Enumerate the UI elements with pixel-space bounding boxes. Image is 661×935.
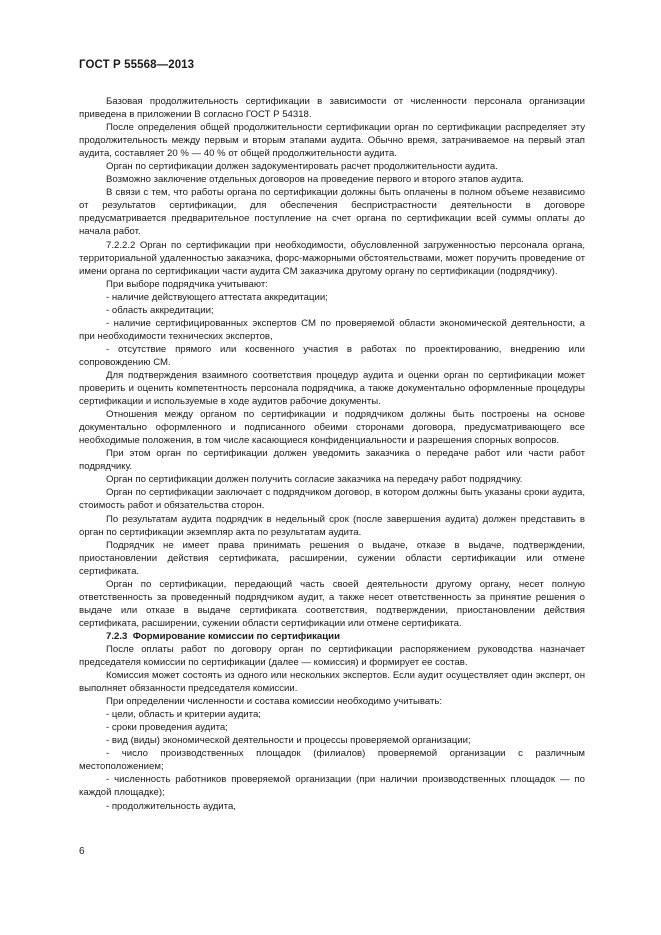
list-item: - число производственных площадок (филиалов) проверяемой организации с различным местоположением; [79, 748, 585, 773]
paragraph: Подрядчик не имеет права принимать решения о выдаче, отказе в выдаче, подтверждении, приостановлении действия сертификата, расширении, сужении области сертификации или отмене сертификата. [79, 539, 585, 577]
list-item: - сроки проведения аудита; [106, 722, 228, 734]
list-item: - численность работников проверяемой организации (при наличии производственных площадок — по каждой площадке); [79, 774, 585, 799]
paragraph: Отношения между органом по сертификации и подрядчиком должны быть построены на основе документально оформленного и подписанного обеими сторонами договора, предусматривающего все необходимые положения, в том числе касающиеся конфиденциальности и разрешения спорных вопросов. [79, 409, 585, 447]
paragraph: При выборе подрядчика учитывают: [106, 278, 268, 290]
paragraph: При этом орган по сертификации должен уведомить заказчика о передаче работ или части работ подрядчику. [79, 448, 585, 473]
paragraph: Орган по сертификации, передающий часть своей деятельности другому органу, несет полную ответственность за проведенный подрядчиком аудит, а также несет ответственность за принятие решения о выдаче или отказе в выдаче сертификата соответствия, подтверждении, приостановлении действия сертификата, расширении, сужении области сертификации или отмене сертификата. [79, 578, 585, 629]
paragraph: Комиссия может состоять из одного или нескольких экспертов. Если аудит осуществляет один эксперт, он выполняет обязанности председателя комиссии. [79, 670, 585, 695]
paragraph: Возможно заключение отдельных договоров на проведение первого и второго этапов аудита. [106, 174, 524, 186]
list-item: - продолжительность аудита, [106, 800, 236, 812]
list-item: - область аккредитации; [106, 304, 214, 316]
list-item: - вид (виды) экономической деятельности и процессы проверяемой организации; [106, 735, 471, 747]
paragraph: Для подтверждения взаимного соответствия процедур аудита и оценки орган по сертификации может проверить и оценить компетентность персонала подрядчика, а также документально оформленные процедуры сертификации и используемые в ходе аудитов рабочие документы. [79, 369, 585, 408]
document-header: ГОСТ Р 55568—2013 [79, 59, 195, 71]
section-number: 7.2.3 [106, 630, 128, 642]
paragraph: При определении численности и состава комиссии необходимо учитывать: [106, 696, 443, 708]
section-title: Формирование комиссии по сертификации [132, 630, 340, 642]
paragraph: В связи с тем, что работы органа по сертификации должны быть оплачены в полном объеме независимо от результатов сертификации, для обеспечения беспристрастности деятельности в договоре предусматривается предварительное поступление на счет органа по сертификации всей суммы оплаты до начала работ. [79, 187, 585, 238]
paragraph: После оплаты работ по договору орган по сертификации распоряжением руководства назначает председателя комиссии по сертификации (далее — комиссия) и формирует ее состав. [79, 643, 585, 669]
section-heading [79, 630, 585, 643]
page-number: 6 [79, 846, 85, 857]
list-item: - цели, область и критерии аудита; [106, 709, 261, 721]
clause-7-2-2-2: 7.2.2.2 Орган по сертификации при необходимости, обусловленной загруженностью персонала органа, территориальной удаленностью заказчика, форс-мажорными обстоятельствами, может поручить проведение от имени органа по сертификации части аудита СМ заказчика другому органу по сертификации (подрядчику). [79, 239, 585, 277]
paragraph: Орган по сертификации должен получить согласие заказчика на передачу работ подрядчику. [106, 474, 523, 486]
paragraph: По результатам аудита подрядчик в недельный срок (после завершения аудита) должен представить в орган по сертификации экземпляр акта по результатам аудита. [79, 513, 585, 538]
list-item: - наличие сертифицированных экспертов СМ по проверяемой области экономической деятельности, а при необходимости технических экспертов, [79, 317, 585, 342]
paragraph: Орган по сертификации должен задокументировать расчет продолжительности аудита. [106, 161, 498, 173]
paragraph: Базовая продолжительность сертификации в зависимости от численности персонала организации приведена в приложении В согласно ГОСТ Р 54318. [79, 96, 585, 121]
document-body [79, 95, 585, 813]
paragraph: После определения общей продолжительности сертификации орган по сертификации распределяет эту продолжительность между первым и вторым этапами аудита. Обычно время, затрачиваемое на первый этап аудита, составляет 20 % — 40 % от общей продолжительности аудита. [79, 122, 585, 160]
paragraph: Орган по сертификации заключает с подрядчиком договор, в котором должны быть указаны сроки аудита, стоимость работ и обязательства сторон. [79, 487, 585, 512]
list-item: - наличие действующего аттестата аккредитации; [106, 291, 328, 303]
list-item: - отсутствие прямого или косвенного участия в работах по проектированию, внедрению или сопровождению СМ. [79, 343, 585, 368]
